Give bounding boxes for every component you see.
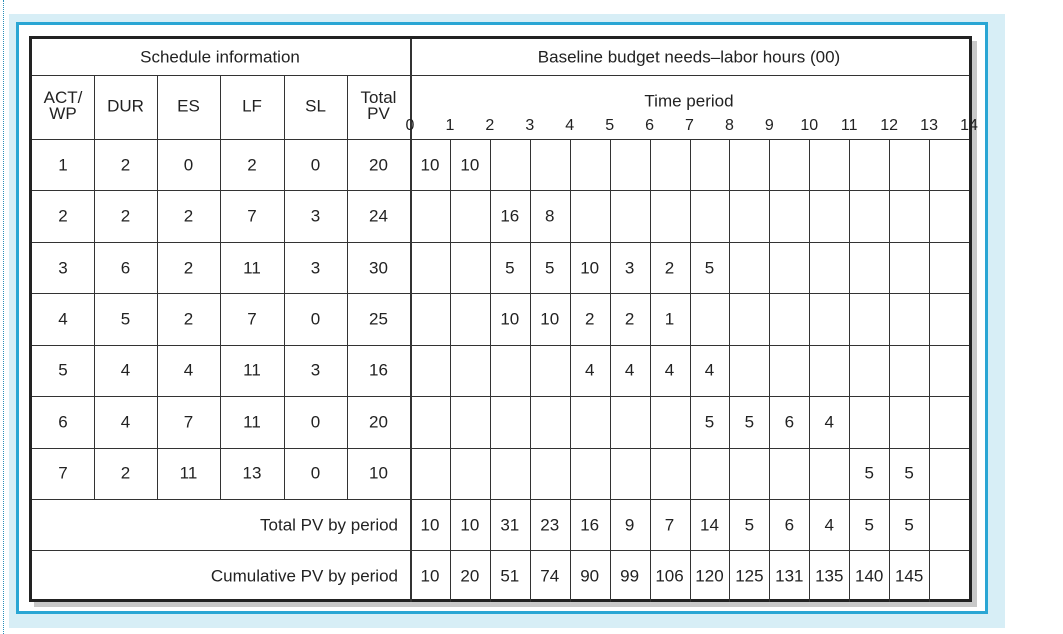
cumulative-pv-value: 20 bbox=[460, 566, 480, 586]
row-divider bbox=[32, 499, 969, 500]
cell-es: 2 bbox=[183, 309, 194, 329]
cell-total-pv: 30 bbox=[369, 258, 388, 278]
total-pv-by-period-label: Total PV by period bbox=[260, 515, 398, 535]
cumulative-pv-value: 10 bbox=[420, 566, 440, 586]
time-tick-8: 8 bbox=[724, 117, 734, 134]
schedule-information-header: Schedule information bbox=[140, 47, 300, 67]
schedule-column-divider bbox=[157, 75, 158, 499]
period-value: 10 bbox=[580, 258, 600, 278]
schedule-budget-table bbox=[29, 36, 978, 602]
period-value: 5 bbox=[505, 258, 515, 278]
period-value: 5 bbox=[545, 258, 555, 278]
total-pv-value: 31 bbox=[500, 515, 520, 535]
cell-sl: 0 bbox=[310, 412, 321, 432]
cell-lf: 2 bbox=[247, 155, 257, 175]
period-value: 5 bbox=[864, 463, 874, 483]
row-divider bbox=[32, 345, 969, 346]
cell-es: 2 bbox=[183, 258, 194, 278]
time-tick-11: 11 bbox=[840, 117, 858, 134]
cumulative-pv-value: 120 bbox=[695, 566, 724, 586]
row-divider bbox=[32, 396, 969, 397]
row-divider bbox=[32, 448, 969, 449]
time-tick-5: 5 bbox=[605, 117, 615, 134]
row-divider bbox=[32, 190, 969, 191]
cumulative-pv-value: 140 bbox=[855, 566, 884, 586]
period-column-divider bbox=[450, 139, 451, 602]
cell-lf: 11 bbox=[243, 412, 261, 432]
period-value: 5 bbox=[704, 258, 715, 278]
period-column-divider bbox=[490, 139, 491, 602]
cumulative-pv-by-period-label: Cumulative PV by period bbox=[210, 566, 398, 586]
cell-dur: 2 bbox=[120, 206, 131, 226]
period-value: 4 bbox=[624, 360, 635, 380]
cell-act-wp: 2 bbox=[58, 206, 68, 226]
period-column-divider bbox=[690, 139, 691, 602]
period-column-divider bbox=[570, 139, 571, 602]
cell-act-wp: 5 bbox=[58, 360, 68, 380]
period-value: 3 bbox=[624, 258, 635, 278]
time-tick-6: 6 bbox=[645, 117, 655, 134]
cell-total-pv: 10 bbox=[369, 463, 388, 483]
period-value: 4 bbox=[824, 412, 834, 432]
total-pv-value: 5 bbox=[744, 515, 755, 535]
row-divider bbox=[32, 550, 969, 551]
total-pv-value: 23 bbox=[540, 515, 560, 535]
time-tick-1: 1 bbox=[445, 117, 455, 134]
cell-act-wp: 3 bbox=[58, 258, 68, 278]
cell-lf: 7 bbox=[247, 309, 257, 329]
total-pv-value: 9 bbox=[624, 515, 635, 535]
period-column-divider bbox=[650, 139, 651, 602]
cell-sl: 3 bbox=[310, 206, 321, 226]
time-tick-14: 14 bbox=[960, 117, 978, 134]
cumulative-pv-value: 131 bbox=[775, 566, 804, 586]
cell-es: 7 bbox=[183, 412, 194, 432]
cell-es: 2 bbox=[183, 206, 194, 226]
column-header-dur: DUR bbox=[107, 96, 144, 116]
period-value: 10 bbox=[500, 309, 520, 329]
cell-act-wp: 1 bbox=[58, 155, 68, 175]
schedule-column-divider bbox=[347, 75, 348, 499]
period-value: 5 bbox=[904, 463, 914, 483]
time-tick-9: 9 bbox=[764, 117, 774, 134]
period-value: 2 bbox=[624, 309, 635, 329]
cell-lf: 13 bbox=[242, 463, 262, 483]
period-value: 2 bbox=[664, 258, 675, 278]
period-value: 5 bbox=[744, 412, 755, 432]
total-pv-value: 5 bbox=[864, 515, 874, 535]
period-value: 4 bbox=[664, 360, 675, 380]
cell-act-wp: 4 bbox=[58, 309, 68, 329]
period-value: 10 bbox=[540, 309, 560, 329]
time-period-label: Time period bbox=[644, 91, 734, 111]
period-value: 4 bbox=[704, 360, 715, 380]
row-divider bbox=[32, 242, 969, 243]
total-pv-value: 10 bbox=[460, 515, 480, 535]
row-divider bbox=[32, 293, 969, 294]
cell-sl: 3 bbox=[310, 258, 321, 278]
time-tick-10: 10 bbox=[800, 117, 819, 134]
period-value: 4 bbox=[584, 360, 595, 380]
total-pv-value: 16 bbox=[580, 515, 600, 535]
dotted-edge bbox=[3, 0, 4, 634]
time-tick-4: 4 bbox=[565, 117, 575, 134]
cumulative-pv-value: 51 bbox=[500, 566, 520, 586]
time-tick-12: 12 bbox=[880, 117, 899, 134]
cumulative-pv-value: 90 bbox=[580, 566, 600, 586]
cumulative-pv-value: 135 bbox=[815, 566, 844, 586]
cell-sl: 3 bbox=[310, 360, 321, 380]
cell-total-pv: 20 bbox=[369, 155, 388, 175]
schedule-column-divider bbox=[220, 75, 221, 499]
cell-dur: 5 bbox=[120, 309, 131, 329]
period-column-divider bbox=[809, 139, 810, 602]
cumulative-pv-value: 125 bbox=[735, 566, 764, 586]
baseline-budget-header: Baseline budget needs–labor hours (00) bbox=[537, 47, 841, 67]
period-value: 8 bbox=[545, 206, 555, 226]
cell-dur: 2 bbox=[120, 463, 131, 483]
period-value: 16 bbox=[500, 206, 520, 226]
period-value: 10 bbox=[420, 155, 440, 175]
cell-sl: 0 bbox=[310, 463, 321, 483]
column-header-lf: LF bbox=[242, 96, 262, 116]
cumulative-pv-value: 74 bbox=[540, 566, 560, 586]
cell-total-pv: 24 bbox=[369, 206, 388, 226]
cell-sl: 0 bbox=[310, 309, 321, 329]
cumulative-pv-value: 99 bbox=[620, 566, 640, 586]
cell-dur: 4 bbox=[120, 412, 131, 432]
cell-dur: 6 bbox=[120, 258, 131, 278]
cell-act-wp: 6 bbox=[58, 412, 68, 432]
period-column-divider bbox=[929, 139, 930, 602]
total-pv-value: 6 bbox=[784, 515, 795, 535]
period-column-divider bbox=[610, 139, 611, 602]
period-value: 1 bbox=[664, 309, 675, 329]
time-tick-7: 7 bbox=[685, 117, 694, 134]
cell-lf: 7 bbox=[247, 206, 257, 226]
cell-total-pv: 16 bbox=[369, 360, 388, 380]
column-header-act-wp: ACT/ WP bbox=[43, 88, 83, 123]
time-tick-13: 13 bbox=[920, 117, 938, 134]
period-value: 2 bbox=[584, 309, 595, 329]
header-divider bbox=[32, 75, 969, 76]
cell-es: 4 bbox=[183, 360, 194, 380]
schedule-column-divider bbox=[94, 75, 95, 499]
period-value: 6 bbox=[784, 412, 795, 432]
cell-total-pv: 25 bbox=[369, 309, 388, 329]
time-tick-3: 3 bbox=[525, 117, 535, 134]
total-pv-value: 4 bbox=[824, 515, 834, 535]
period-column-divider bbox=[889, 139, 890, 602]
column-header-total-pv: Total PV bbox=[360, 88, 397, 123]
column-header-sl: SL bbox=[305, 96, 326, 116]
period-column-divider bbox=[849, 139, 850, 602]
cell-es: 0 bbox=[183, 155, 194, 175]
total-pv-value: 7 bbox=[664, 515, 675, 535]
total-pv-value: 10 bbox=[420, 515, 440, 535]
period-value: 10 bbox=[460, 155, 480, 175]
period-column-divider bbox=[530, 139, 531, 602]
cell-total-pv: 20 bbox=[369, 412, 388, 432]
cell-lf: 11 bbox=[243, 360, 261, 380]
period-column-divider bbox=[729, 139, 730, 602]
total-pv-value: 14 bbox=[700, 515, 719, 535]
cell-es: 11 bbox=[179, 463, 198, 483]
total-pv-value: 5 bbox=[904, 515, 914, 535]
cumulative-pv-value: 145 bbox=[894, 566, 924, 586]
time-tick-0: 0 bbox=[405, 117, 415, 134]
column-header-es: ES bbox=[177, 96, 200, 116]
row-divider bbox=[32, 139, 969, 140]
cell-dur: 2 bbox=[120, 155, 131, 175]
time-tick-2: 2 bbox=[485, 117, 495, 134]
period-column-divider bbox=[769, 139, 770, 602]
cumulative-pv-value: 106 bbox=[655, 566, 684, 586]
schedule-column-divider bbox=[284, 75, 285, 499]
cell-sl: 0 bbox=[310, 155, 321, 175]
cell-lf: 11 bbox=[243, 258, 261, 278]
cell-dur: 4 bbox=[120, 360, 131, 380]
period-value: 5 bbox=[704, 412, 715, 432]
cell-act-wp: 7 bbox=[58, 463, 68, 483]
